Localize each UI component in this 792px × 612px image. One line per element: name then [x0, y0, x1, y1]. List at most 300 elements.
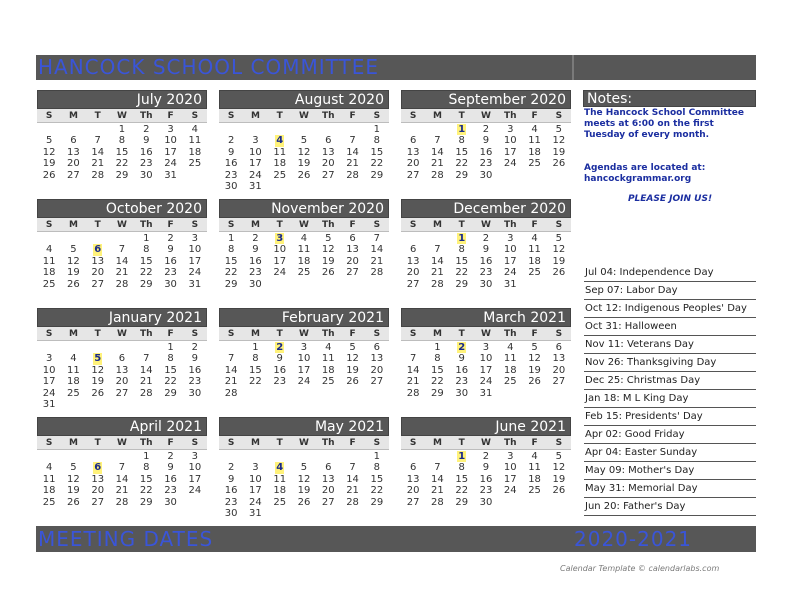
day-cell: 2: [482, 124, 490, 135]
day-cell: 4: [191, 124, 199, 135]
day-cell: 18: [42, 485, 56, 497]
notes-line-3: Tuesday of every month.: [584, 130, 710, 140]
empty-cell: [425, 233, 449, 244]
day-cell: 29: [431, 387, 444, 399]
notes-gap: [584, 141, 756, 163]
day-cell: 19: [297, 158, 311, 170]
weekday-label: M: [432, 438, 442, 448]
day-cell: 11: [273, 146, 287, 158]
day-cell: 7: [143, 353, 150, 365]
weekday-label: F: [349, 438, 356, 448]
day-cell: 21: [346, 485, 359, 497]
day-cell: 14: [224, 364, 238, 376]
day-cell: 7: [434, 135, 441, 147]
day-cell: 8: [167, 353, 174, 365]
day-cell: 9: [482, 135, 490, 147]
day-cell: 31: [249, 180, 262, 192]
weekday-label: Th: [504, 438, 517, 448]
day-cell: 6: [409, 462, 417, 474]
day-cell: 16: [139, 146, 153, 158]
day-cell: 14: [406, 364, 420, 376]
day-cell: 20: [321, 158, 335, 170]
day-cell: 26: [91, 387, 105, 399]
day-cell: 24: [503, 158, 517, 170]
day-cell: 14: [115, 473, 129, 485]
day-cell: 13: [346, 244, 359, 256]
day-cell: 23: [455, 376, 469, 388]
weekday-label: S: [373, 329, 381, 339]
empty-cell: [219, 451, 243, 462]
day-cell: 6: [118, 353, 126, 365]
day-cell: 3: [507, 124, 514, 135]
empty-cell: [219, 124, 243, 135]
day-cell: 19: [321, 255, 335, 267]
day-cell: 26: [552, 158, 566, 170]
day-cell: 13: [406, 146, 420, 158]
weekday-label: F: [167, 438, 174, 448]
notes-join: PLEASE JOIN US!: [627, 194, 713, 204]
weekday-label: S: [191, 329, 199, 339]
day-cell: 13: [91, 255, 105, 267]
day-cell: 13: [321, 473, 335, 485]
day-cell: 15: [164, 364, 177, 376]
day-cell: 8: [458, 135, 465, 147]
day-cell: 17: [503, 473, 517, 485]
day-cell: 13: [67, 146, 80, 158]
day-cell: 11: [67, 364, 80, 376]
day-cell: 24: [249, 496, 262, 508]
day-cell: 30: [164, 278, 177, 290]
meeting-day: 1: [458, 233, 466, 244]
day-cell: 22: [370, 158, 384, 170]
weekday-header: [219, 327, 389, 341]
day-cell: 11: [273, 473, 287, 485]
weekday-label: Th: [504, 329, 517, 339]
day-cell: 7: [118, 462, 126, 474]
day-cell: 22: [455, 267, 469, 279]
day-cell: 28: [431, 278, 444, 290]
day-grid: [401, 123, 571, 181]
day-cell: 2: [227, 462, 235, 474]
month-title: June 2021: [401, 417, 571, 436]
day-cell: 1: [143, 233, 150, 244]
day-cell: 18: [321, 364, 335, 376]
weekday-label: M: [432, 220, 442, 230]
day-cell: 17: [273, 255, 287, 267]
day-cell: 19: [67, 485, 80, 497]
day-cell: 18: [297, 255, 311, 267]
day-cell: 15: [139, 255, 153, 267]
day-cell: 5: [300, 462, 308, 474]
day-grid: [219, 341, 389, 399]
day-cell: 3: [252, 462, 259, 474]
notes-title: Notes:: [583, 90, 756, 107]
day-cell: 20: [406, 485, 420, 497]
weekday-label: T: [458, 438, 465, 448]
day-cell: 2: [167, 233, 174, 244]
footer-left-label: MEETING DATES: [38, 527, 214, 551]
day-cell: 20: [91, 267, 105, 279]
weekday-label: T: [458, 220, 465, 230]
weekday-label: F: [349, 329, 356, 339]
empty-cell: [401, 451, 425, 462]
day-cell: 8: [252, 353, 259, 365]
day-cell: 20: [115, 376, 129, 388]
day-cell: 4: [45, 244, 53, 256]
weekday-label: S: [373, 220, 381, 230]
holiday-item: Apr 04: Easter Sunday: [584, 444, 756, 462]
day-cell: 21: [431, 158, 444, 170]
day-cell: 31: [42, 398, 56, 410]
weekday-label: T: [458, 111, 465, 121]
day-cell: 10: [297, 353, 311, 365]
day-cell: 17: [249, 485, 262, 497]
weekday-label: M: [68, 438, 78, 448]
day-cell: 8: [458, 244, 465, 256]
day-cell: 15: [455, 473, 469, 485]
empty-cell: [61, 233, 85, 244]
weekday-label: Th: [140, 438, 153, 448]
month-calendar: [37, 308, 207, 410]
month-calendar: [219, 90, 389, 192]
month-calendar: [219, 417, 389, 519]
weekday-label: W: [299, 438, 309, 448]
day-cell: 27: [67, 169, 80, 181]
day-cell: 30: [224, 507, 238, 519]
day-cell: 26: [552, 485, 566, 497]
day-cell: 1: [373, 124, 381, 135]
day-cell: 11: [188, 135, 202, 147]
empty-cell: [340, 124, 364, 135]
notes-link[interactable]: hancockgrammar.org: [584, 174, 692, 184]
day-cell: 4: [507, 342, 514, 353]
day-cell: 22: [139, 267, 153, 279]
header-divider: [572, 55, 574, 80]
day-cell: 30: [479, 278, 493, 290]
day-cell: 21: [224, 376, 238, 388]
weekday-label: W: [299, 220, 309, 230]
day-cell: 5: [555, 451, 563, 462]
day-cell: 22: [224, 267, 238, 279]
day-cell: 23: [188, 376, 202, 388]
month-calendar: [37, 90, 207, 181]
day-cell: 6: [325, 462, 332, 474]
day-cell: 14: [115, 255, 129, 267]
meeting-day: 6: [94, 244, 102, 256]
weekday-label: S: [555, 438, 563, 448]
day-cell: 25: [297, 267, 311, 279]
day-cell: 16: [188, 364, 202, 376]
day-grid: [219, 232, 389, 290]
day-cell: 6: [555, 342, 563, 353]
day-cell: 8: [227, 244, 235, 256]
weekday-label: S: [555, 220, 563, 230]
weekday-label: W: [481, 329, 491, 339]
day-cell: 26: [67, 496, 80, 508]
day-cell: 5: [555, 233, 563, 244]
weekday-label: S: [227, 220, 235, 230]
day-cell: 15: [139, 473, 153, 485]
holiday-item: May 31: Memorial Day: [584, 480, 756, 498]
day-cell: 11: [503, 353, 517, 365]
weekday-label: Th: [322, 220, 335, 230]
day-cell: 19: [552, 255, 566, 267]
empty-cell: [134, 342, 158, 353]
day-cell: 15: [224, 255, 238, 267]
month-calendar: [401, 199, 571, 290]
notes-line-1: The Hancock School Committee: [584, 108, 745, 118]
day-cell: 27: [346, 267, 359, 279]
day-cell: 18: [188, 146, 202, 158]
weekday-label: F: [531, 329, 538, 339]
weekday-label: S: [409, 329, 417, 339]
day-cell: 28: [224, 387, 238, 399]
day-cell: 20: [406, 267, 420, 279]
day-cell: 28: [431, 496, 444, 508]
day-cell: 4: [300, 233, 308, 244]
month-calendar: [401, 417, 571, 508]
day-cell: 9: [276, 353, 283, 365]
day-cell: 29: [164, 387, 177, 399]
day-cell: 11: [42, 473, 56, 485]
day-cell: 17: [188, 473, 202, 485]
day-cell: 22: [164, 376, 177, 388]
weekday-header: [219, 109, 389, 123]
day-cell: 28: [346, 169, 359, 181]
weekday-label: W: [117, 220, 127, 230]
weekday-label: M: [68, 111, 78, 121]
weekday-label: W: [299, 111, 309, 121]
holiday-list: [584, 264, 756, 516]
weekday-label: F: [349, 220, 356, 230]
day-cell: 30: [139, 169, 153, 181]
day-cell: 24: [273, 267, 287, 279]
weekday-header: [37, 218, 207, 232]
weekday-label: M: [250, 438, 260, 448]
weekday-label: W: [481, 220, 491, 230]
day-grid: [219, 123, 389, 192]
day-cell: 3: [191, 451, 199, 462]
weekday-label: Th: [322, 111, 335, 121]
day-cell: 8: [373, 462, 381, 474]
day-cell: 17: [249, 158, 262, 170]
weekday-label: Th: [504, 220, 517, 230]
meeting-day: 6: [94, 462, 102, 474]
holiday-item: May 09: Mother's Day: [584, 462, 756, 480]
day-cell: 10: [249, 146, 262, 158]
weekday-label: M: [432, 329, 442, 339]
day-cell: 10: [479, 353, 493, 365]
day-cell: 17: [503, 255, 517, 267]
weekday-header: [37, 436, 207, 450]
day-cell: 12: [528, 353, 541, 365]
day-cell: 9: [167, 244, 174, 256]
day-cell: 19: [297, 485, 311, 497]
day-cell: 16: [479, 473, 493, 485]
month-title: March 2021: [401, 308, 571, 327]
day-cell: 14: [91, 146, 105, 158]
day-cell: 14: [431, 146, 444, 158]
day-cell: 26: [297, 496, 311, 508]
weekday-label: S: [373, 111, 381, 121]
day-cell: 7: [373, 233, 381, 244]
day-cell: 24: [188, 485, 202, 497]
notes-line-2: meets at 6:00 on the first: [584, 119, 714, 129]
day-cell: 2: [252, 233, 259, 244]
month-title: October 2020: [37, 199, 207, 218]
day-cell: 20: [346, 255, 359, 267]
day-cell: 30: [249, 278, 262, 290]
day-cell: 25: [528, 267, 541, 279]
day-cell: 12: [321, 244, 335, 256]
day-cell: 28: [370, 267, 384, 279]
day-cell: 1: [118, 124, 126, 135]
meeting-day: 3: [276, 233, 284, 244]
day-cell: 26: [528, 376, 541, 388]
day-cell: 13: [321, 146, 335, 158]
day-cell: 17: [503, 146, 517, 158]
empty-cell: [37, 124, 61, 135]
month-calendar: [219, 199, 389, 290]
empty-cell: [401, 342, 425, 353]
day-cell: 2: [143, 124, 150, 135]
day-cell: 16: [479, 146, 493, 158]
meeting-day: 2: [276, 342, 284, 353]
day-cell: 1: [434, 342, 441, 353]
day-cell: 10: [503, 135, 517, 147]
day-cell: 18: [273, 158, 287, 170]
day-cell: 6: [373, 342, 381, 353]
day-cell: 10: [503, 462, 517, 474]
weekday-label: S: [191, 438, 199, 448]
day-cell: 30: [479, 169, 493, 181]
day-cell: 9: [482, 462, 490, 474]
weekday-header: [401, 109, 571, 123]
day-cell: 11: [528, 135, 541, 147]
day-cell: 3: [191, 233, 199, 244]
holiday-item: Nov 26: Thanksgiving Day: [584, 354, 756, 372]
empty-cell: [401, 233, 425, 244]
day-cell: 8: [118, 135, 126, 147]
day-cell: 14: [346, 473, 359, 485]
day-cell: 20: [370, 364, 384, 376]
day-cell: 20: [91, 485, 105, 497]
day-cell: 14: [431, 473, 444, 485]
day-cell: 25: [67, 387, 80, 399]
day-cell: 15: [370, 146, 384, 158]
day-cell: 23: [224, 169, 238, 181]
day-cell: 16: [224, 485, 238, 497]
footer-band: [36, 526, 756, 552]
day-cell: 21: [406, 376, 420, 388]
weekday-label: M: [68, 329, 78, 339]
day-cell: 3: [507, 451, 514, 462]
day-cell: 16: [249, 255, 262, 267]
day-cell: 25: [528, 158, 541, 170]
day-cell: 19: [91, 376, 105, 388]
day-cell: 9: [227, 473, 235, 485]
day-cell: 21: [370, 255, 384, 267]
weekday-label: F: [167, 111, 174, 121]
day-cell: 2: [482, 233, 490, 244]
day-cell: 22: [249, 376, 262, 388]
month-title: July 2020: [37, 90, 207, 109]
day-cell: 29: [455, 496, 469, 508]
day-cell: 16: [479, 255, 493, 267]
weekday-label: S: [409, 220, 417, 230]
empty-cell: [292, 124, 316, 135]
day-cell: 11: [528, 462, 541, 474]
day-cell: 23: [479, 485, 493, 497]
day-cell: 19: [552, 473, 566, 485]
day-cell: 26: [67, 278, 80, 290]
header-band: [36, 55, 756, 80]
day-cell: 3: [167, 124, 174, 135]
weekday-label: M: [432, 111, 442, 121]
day-cell: 27: [321, 169, 335, 181]
weekday-label: Th: [140, 329, 153, 339]
weekday-header: [219, 436, 389, 450]
day-cell: 2: [227, 135, 235, 147]
weekday-header: [401, 218, 571, 232]
day-cell: 12: [67, 473, 80, 485]
day-cell: 26: [346, 376, 359, 388]
day-cell: 12: [67, 255, 80, 267]
day-cell: 21: [431, 485, 444, 497]
day-cell: 13: [406, 255, 420, 267]
day-cell: 5: [45, 135, 53, 147]
day-cell: 3: [482, 342, 490, 353]
day-cell: 3: [45, 353, 53, 365]
weekday-header: [37, 109, 207, 123]
holiday-item: Jun 20: Father's Day: [584, 498, 756, 516]
empty-cell: [425, 124, 449, 135]
day-cell: 12: [552, 135, 566, 147]
weekday-label: T: [276, 111, 283, 121]
empty-cell: [61, 342, 85, 353]
day-cell: 12: [552, 462, 566, 474]
day-cell: 18: [503, 364, 517, 376]
day-cell: 29: [455, 278, 469, 290]
day-grid: [37, 341, 207, 410]
weekday-label: S: [227, 438, 235, 448]
day-cell: 5: [531, 342, 538, 353]
empty-cell: [37, 451, 61, 462]
day-grid: [37, 232, 207, 290]
day-cell: 17: [188, 255, 202, 267]
notes-body: [584, 108, 756, 205]
weekday-header: [219, 218, 389, 232]
day-cell: 27: [406, 169, 420, 181]
empty-cell: [110, 451, 134, 462]
day-cell: 18: [67, 376, 80, 388]
day-cell: 18: [528, 146, 541, 158]
day-cell: 6: [409, 244, 417, 256]
weekday-label: W: [299, 329, 309, 339]
empty-cell: [292, 451, 316, 462]
meeting-day: 2: [458, 342, 466, 353]
day-cell: 28: [346, 496, 359, 508]
day-cell: 7: [434, 462, 441, 474]
day-cell: 26: [297, 169, 311, 181]
weekday-label: S: [227, 111, 235, 121]
day-cell: 5: [70, 244, 77, 256]
day-cell: 27: [91, 278, 105, 290]
day-cell: 30: [188, 387, 202, 399]
weekday-label: W: [117, 329, 127, 339]
day-cell: 4: [531, 233, 538, 244]
day-cell: 21: [115, 485, 129, 497]
